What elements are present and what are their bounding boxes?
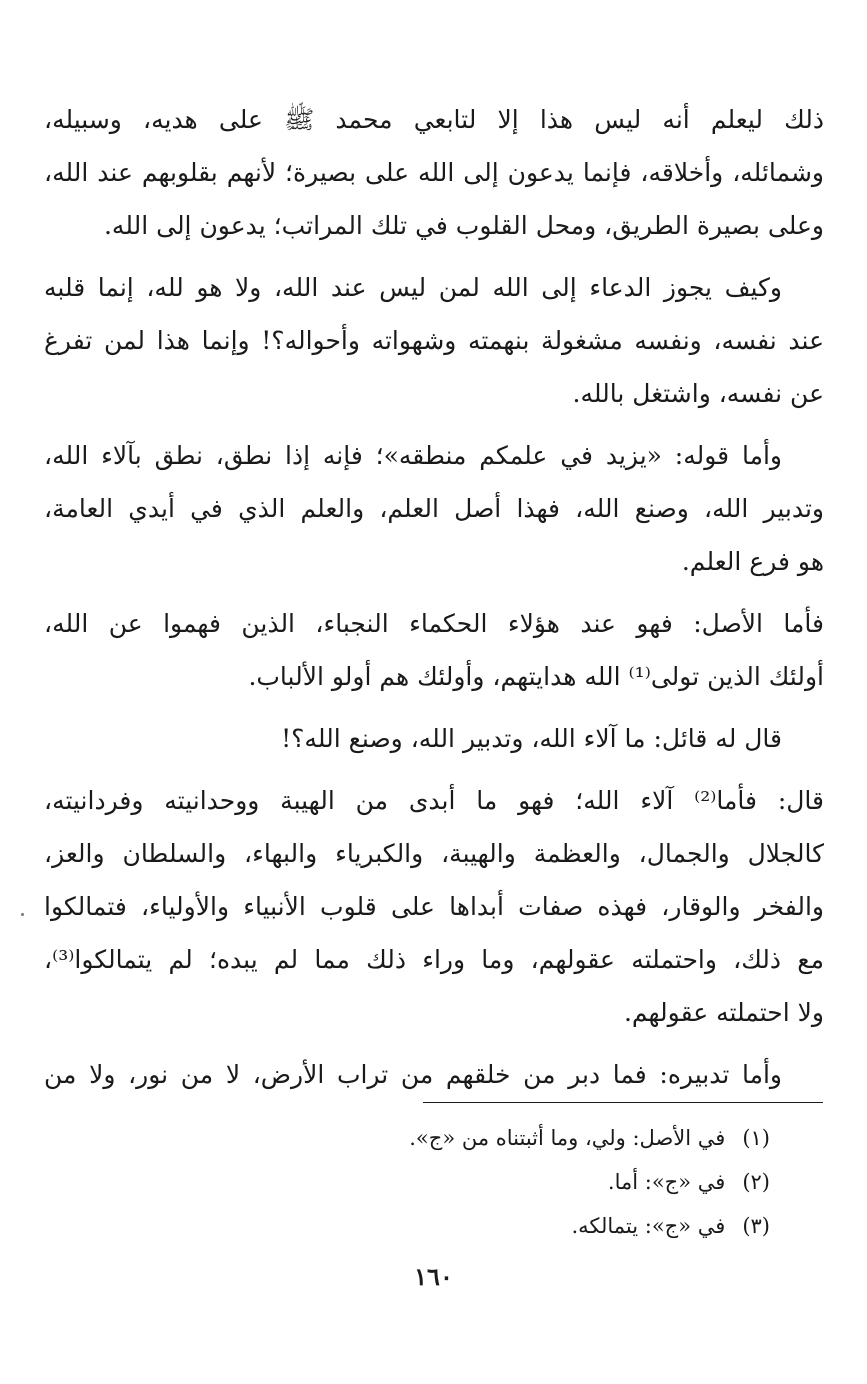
footnote-number: (١) bbox=[742, 1126, 770, 1150]
text-line: وشمائله، وأخلاقه، فإنما يدعون إلى الله على بصيرة؛ لأنهم بقلوبهم عند الله، bbox=[44, 158, 824, 187]
footnote-text: في «ج»: يتمالكه. bbox=[571, 1214, 726, 1238]
paragraph bbox=[44, 429, 824, 588]
text-line: وكيف يجوز الدعاء إلى الله لمن ليس عند الله، ولا هو لله، إنما قلبه bbox=[44, 273, 782, 302]
footnote-text: في «ج»: أما. bbox=[607, 1170, 726, 1194]
footnote-number: (٣) bbox=[742, 1214, 770, 1238]
text-line: كالجلال والجمال، والعظمة والهيبة، والكبرياء والبهاء، والسلطان والعز، bbox=[44, 839, 824, 868]
text-line: عن نفسه، واشتغل بالله. bbox=[572, 379, 824, 408]
text-line: ولا احتملته عقولهم. bbox=[623, 998, 824, 1027]
text-line: عند نفسه، ونفسه مشغولة بنهمته وشهواته وأحواله؟! وإنما هذا لمن تفرغ bbox=[44, 326, 824, 355]
scan-speck bbox=[21, 913, 24, 916]
footnote-text: في الأصل: ولي، وما أثبتناه من «ج». bbox=[409, 1126, 726, 1150]
paragraph bbox=[44, 712, 824, 765]
footnote-number: (٢) bbox=[742, 1170, 770, 1194]
main-text bbox=[44, 93, 824, 1110]
paragraph bbox=[44, 93, 824, 252]
text-line: أولئك الذين تولى⁽¹⁾ الله هدايتهم، وأولئك هم أولو الألباب. bbox=[248, 662, 824, 691]
footnote bbox=[270, 1160, 770, 1204]
footnotes bbox=[270, 1116, 770, 1248]
text-line: قال: فأما⁽²⁾ آلاء الله؛ فهو ما أبدى من الهيبة ووحدانيته وفردانيته، bbox=[44, 786, 824, 815]
text-line: والفخر والوقار، فهذه صفات أبداها على قلوب الأنبياء والأولياء، فتمالكوا bbox=[44, 892, 824, 921]
text-line: هو فرع العلم. bbox=[681, 547, 824, 576]
paragraph bbox=[44, 774, 824, 1039]
footnote-divider bbox=[423, 1102, 823, 1103]
text-line: فأما الأصل: فهو عند هؤلاء الحكماء النجباء، الذين فهموا عن الله، bbox=[44, 609, 824, 638]
footnote bbox=[270, 1204, 770, 1248]
footnote bbox=[270, 1116, 770, 1160]
text-line: وأما قوله: «يزيد في علمكم منطقه»؛ فإنه إذا نطق، نطق بآلاء الله، bbox=[44, 441, 782, 470]
text-line: وعلى بصيرة الطريق، ومحل القلوب في تلك المراتب؛ يدعون إلى الله. bbox=[103, 211, 824, 240]
text-line: وأما تدبيره: فما دبر من خلقهم من تراب الأرض، لا من نور، ولا من bbox=[44, 1060, 782, 1089]
paragraph bbox=[44, 1048, 824, 1101]
text-line: وتدبير الله، وصنع الله، فهذا أصل العلم، والعلم الذي في أيدي العامة، bbox=[44, 494, 824, 523]
paragraph bbox=[44, 597, 824, 703]
page-number: ١٦٠ bbox=[414, 1262, 453, 1291]
text-line: قال له قائل: ما آلاء الله، وتدبير الله، وصنع الله؟! bbox=[281, 724, 782, 753]
text-line: مع ذلك، واحتملته عقولهم، وما وراء ذلك مما لم يبده؛ لم يتمالكوا⁽³⁾، bbox=[44, 945, 824, 974]
paragraph bbox=[44, 261, 824, 420]
text-line: ذلك ليعلم أنه ليس هذا إلا لتابعي محمد ﷺ على هديه، وسبيله، bbox=[44, 105, 824, 134]
